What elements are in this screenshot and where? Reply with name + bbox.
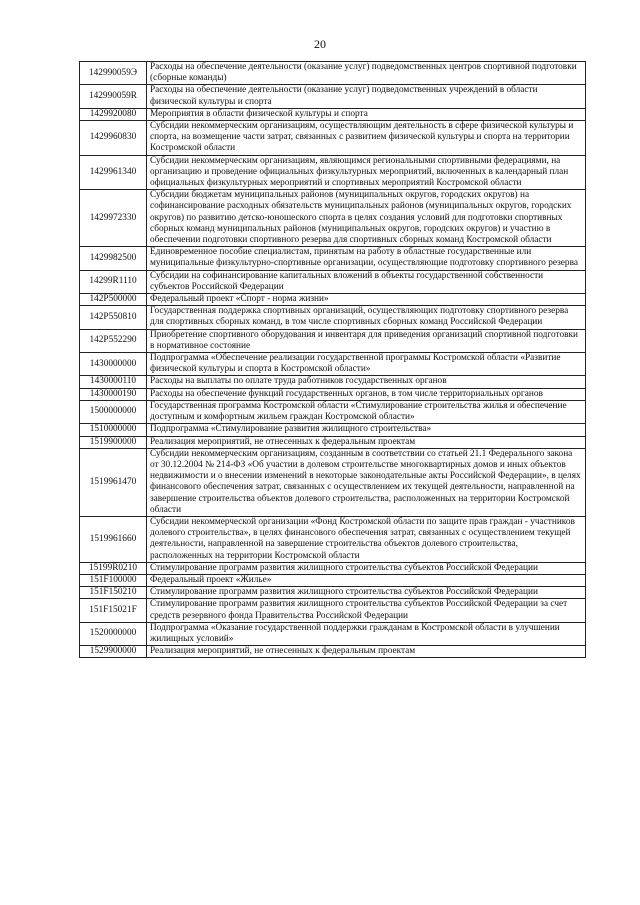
table-row: [80, 306, 586, 329]
row-code: 1520000000: [80, 622, 147, 645]
table-row: [80, 329, 586, 352]
row-code: 1429982500: [80, 247, 147, 270]
row-code: 142P552290: [80, 329, 147, 352]
row-description: Государственная программа Костромской области «Стимулирование строительства жилья и обеспечение доступным и комфортным жильем граждан Костромской области»: [147, 400, 586, 423]
table-row: [80, 424, 586, 436]
row-description: Государственная поддержка спортивных организаций, осуществляющих подготовку спортивного резерва для спортивных сборных команд, в том числе спортивных сборных команд Российской Федерации: [147, 306, 586, 329]
row-description: Федеральный проект «Жилье»: [147, 574, 586, 586]
row-description: Подпрограмма «Оказание государственной поддержки гражданам в Костромской области в улучшении жилищных условий»: [147, 622, 586, 645]
row-code: 14299R1110: [80, 270, 147, 293]
table-row: [80, 121, 586, 156]
row-description: Подпрограмма «Стимулирование развития жилищного строительства»: [147, 424, 586, 436]
row-code: 142990059Э: [80, 62, 147, 85]
row-description: Стимулирование программ развития жилищного строительства субъектов Российской Федерации: [147, 562, 586, 574]
row-code: 1529900000: [80, 646, 147, 658]
table-row: [80, 190, 586, 247]
row-description: Приобретение спортивного оборудования и инвентаря для приведения организаций спортивной подготовки в нормативное состояние: [147, 329, 586, 352]
row-code: 1500000000: [80, 400, 147, 423]
row-code: 1429961340: [80, 155, 147, 190]
row-code: 151F15021F: [80, 599, 147, 622]
row-description: Федеральный проект «Спорт - норма жизни»: [147, 294, 586, 306]
row-code: 1430000190: [80, 388, 147, 400]
row-code: 151F100000: [80, 574, 147, 586]
table-row: [80, 294, 586, 306]
row-code: 1430000000: [80, 353, 147, 376]
row-description: Субсидии некоммерческой организации «Фонд Костромской области по защите прав граждан - участников долевого строительства», в целях финансового обеспечения затрат, связанных с осуществлением текущей деятельности, направленной на завершение строительства объектов долевого строительства, расположенных на территории Костромской области: [147, 516, 586, 562]
row-description: Субсидии некоммерческим организациям, являющимся региональными спортивными федерациями, на организацию и проведение официальных физкультурных мероприятий, включенных в календарный план официальных физкультурных мероприятий и спортивных мероприятий Костромской области: [147, 155, 586, 190]
table-row: [80, 400, 586, 423]
row-code: 1510000000: [80, 424, 147, 436]
row-description: Мероприятия в области физической культуры и спорта: [147, 108, 586, 120]
row-code: 1429920080: [80, 108, 147, 120]
table-row: [80, 622, 586, 645]
row-code: 15199R0210: [80, 562, 147, 574]
row-description: Расходы на обеспечение деятельности (оказание услуг) подведомственных учреждений в области физической культуры и спорта: [147, 85, 586, 108]
table-body: [80, 62, 586, 658]
table-row: [80, 62, 586, 85]
row-description: Субсидии бюджетам муниципальных районов (муниципальных округов, городских округов) на софинансирование расходных обязательств муниципальных районов (муниципальных округов, городских округов) по развитию детско-юношеского спорта в целях создания условий для подготовки спортивных сборных команд муниципальных районов (муниципальных округов, городских округов) и участию в обеспечении подготовки спортивного резерва для спортивных сборных команд Костромской области: [147, 190, 586, 247]
row-code: 1430000110: [80, 376, 147, 388]
page-number: 20: [314, 37, 326, 51]
row-code: 142P500000: [80, 294, 147, 306]
table-row: [80, 270, 586, 293]
row-code: 1519961660: [80, 516, 147, 562]
row-description: Стимулирование программ развития жилищного строительства субъектов Российской Федерации: [147, 587, 586, 599]
table-row: [80, 247, 586, 270]
row-description: Реализация мероприятий, не отнесенных к федеральным проектам: [147, 646, 586, 658]
row-description: Расходы на обеспечение деятельности (оказание услуг) подведомственных центров спортивной подготовки (сборные команды): [147, 62, 586, 85]
row-code: 1519900000: [80, 436, 147, 448]
table-row: [80, 448, 586, 516]
row-code: 1429960830: [80, 121, 147, 156]
row-description: Расходы на обеспечение функций государственных органов, в том числе территориальных органов: [147, 388, 586, 400]
table-row: [80, 155, 586, 190]
row-description: Подпрограмма «Обеспечение реализации государственной программы Костромской области «Развитие физической культуры и спорта в Костромской области»: [147, 353, 586, 376]
table-row: [80, 85, 586, 108]
row-description: Расходы на выплаты по оплате труда работников государственных органов: [147, 376, 586, 388]
row-description: Субсидии некоммерческим организациям, созданным в соответствии со статьей 21.1 Федерального закона от 30.12.2004 № 214-ФЗ «Об участии в долевом строительстве многоквартирных домов и иных объектов недвижимости и о внесении изменений в некоторые законодательные акты Российской Федерации», в целях финансового обеспечения затрат, связанных с осуществлением их текущей деятельности, направленной на завершение строительства объектов долевого строительства, расположенных на территории Костромской области: [147, 448, 586, 516]
budget-codes-table: [79, 61, 586, 658]
table-row: [80, 574, 586, 586]
row-code: 151F150210: [80, 587, 147, 599]
table-row: [80, 587, 586, 599]
table-row: [80, 516, 586, 562]
table-row: [80, 376, 586, 388]
row-description: Единовременное пособие специалистам, принятым на работу в областные государственные или муниципальные физкультурно-спортивные организации, осуществляющие подготовку спортивного резерва: [147, 247, 586, 270]
table-row: [80, 562, 586, 574]
row-code: 1519961470: [80, 448, 147, 516]
table-row: [80, 646, 586, 658]
row-code: 1429972330: [80, 190, 147, 247]
table-row: [80, 599, 586, 622]
row-description: Реализация мероприятий, не отнесенных к федеральным проектам: [147, 436, 586, 448]
row-code: 142P550810: [80, 306, 147, 329]
table-row: [80, 108, 586, 120]
row-description: Субсидии некоммерческим организациям, осуществляющим деятельность в сфере физической культуры и спорта, на возмещение части затрат, связанных с развитием физической культуры и спорта на территории Костромской области: [147, 121, 586, 156]
table-row: [80, 436, 586, 448]
row-code: 142990059R: [80, 85, 147, 108]
table-row: [80, 353, 586, 376]
row-description: Субсидии на софинансирование капитальных вложений в объекты государственной собственности субъектов Российской Федерации: [147, 270, 586, 293]
row-description: Стимулирование программ развития жилищного строительства субъектов Российской Федерации за счет средств резервного фонда Правительства Российской Федерации: [147, 599, 586, 622]
table-row: [80, 388, 586, 400]
